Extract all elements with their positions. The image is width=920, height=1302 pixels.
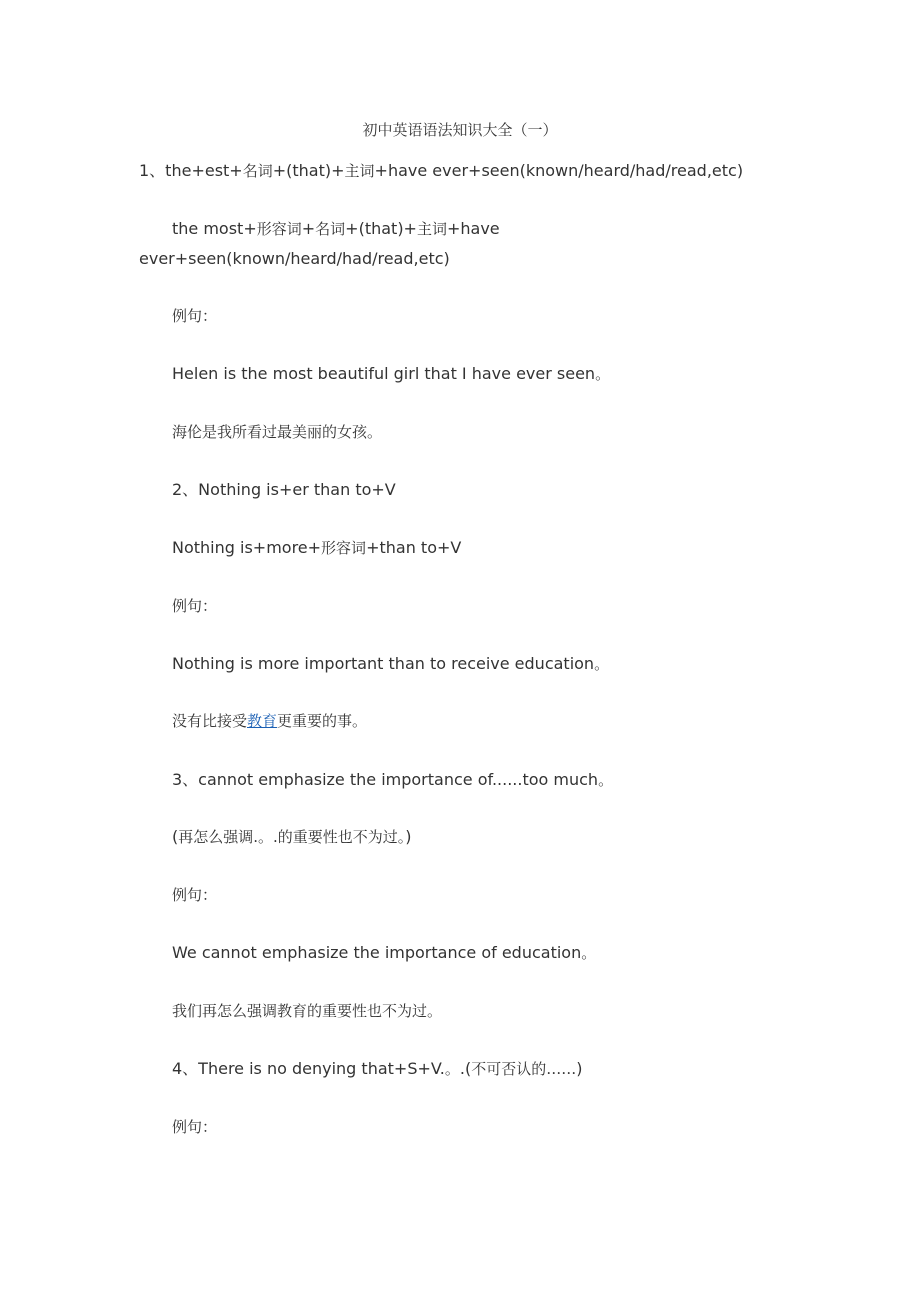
example-sentence-en xyxy=(172,938,596,968)
education-link[interactable]: 教育 xyxy=(247,712,278,730)
example-sentence-cn xyxy=(172,706,367,736)
rule-2-line-2 xyxy=(172,533,461,563)
text-segment: 。 xyxy=(581,944,597,962)
text-segment: Helen is the most beautiful girl that I have ever seen xyxy=(172,364,596,383)
text-segment: ) xyxy=(576,1059,583,1078)
text-segment: .( xyxy=(459,1059,472,1078)
text-segment: We cannot emphasize the importance of education xyxy=(172,943,582,962)
text-segment: Nothing is more important than to receive education xyxy=(172,654,595,673)
rule-3-line-1 xyxy=(172,765,613,795)
text-segment: +(that)+ xyxy=(345,219,417,238)
text-segment: +(that)+ xyxy=(272,161,345,180)
text-segment: 。 xyxy=(444,1060,460,1078)
text-segment: 更重要的事。 xyxy=(277,712,368,730)
text-segment: 不可否认的…… xyxy=(471,1060,577,1078)
text-segment: ) xyxy=(405,827,412,846)
text-segment: 形容词 xyxy=(256,220,302,238)
text-segment: 。 xyxy=(595,365,611,383)
rule-1-line-2 xyxy=(172,214,500,244)
text-segment: 。 xyxy=(594,655,610,673)
text-segment: 。 xyxy=(598,771,614,789)
text-segment: 主词 xyxy=(344,162,375,180)
text-segment: +have xyxy=(446,219,500,238)
document-title: 初中英语语法知识大全（一） xyxy=(362,121,558,139)
example-label: 例句： xyxy=(172,597,218,615)
text-segment: 名词 xyxy=(315,220,346,238)
text-segment: 名词 xyxy=(242,162,273,180)
rule-2-line-1: 2、Nothing is+er than to+V xyxy=(172,480,396,499)
rule-1-line-2-continued: ever+seen(known/heard/had/read,etc) xyxy=(139,249,450,268)
example-label: 例句： xyxy=(172,307,218,325)
example-sentence-en xyxy=(172,649,609,679)
text-segment: 1、the+est+ xyxy=(139,161,243,180)
text-segment: 3、cannot emphasize the importance of......too much xyxy=(172,770,599,789)
text-segment: + xyxy=(301,219,316,238)
text-segment: +have ever+seen(known/heard/had/read,etc) xyxy=(374,161,744,180)
text-segment: ( xyxy=(172,827,179,846)
text-segment: 4、There is no denying that+S+V. xyxy=(172,1059,445,1078)
text-segment: 主词 xyxy=(416,220,447,238)
example-label: 例句： xyxy=(172,1118,218,1136)
text-segment: Nothing is+more+ xyxy=(172,538,322,557)
rule-4-line-1 xyxy=(172,1054,582,1084)
rule-1-line-1 xyxy=(139,156,743,186)
text-segment: 没有比接受 xyxy=(172,712,248,730)
example-label: 例句： xyxy=(172,886,218,904)
example-sentence-en xyxy=(172,359,610,389)
example-sentence-cn: 海伦是我所看过最美丽的女孩。 xyxy=(172,423,383,441)
text-segment: 再怎么强调.。.的重要性也不为过。 xyxy=(178,828,406,846)
text-segment: the most+ xyxy=(172,219,257,238)
example-sentence-cn: 我们再怎么强调教育的重要性也不为过。 xyxy=(172,1002,443,1020)
text-segment: 形容词 xyxy=(321,539,367,557)
text-segment: +than to+V xyxy=(366,538,462,557)
rule-3-line-2 xyxy=(172,822,412,852)
